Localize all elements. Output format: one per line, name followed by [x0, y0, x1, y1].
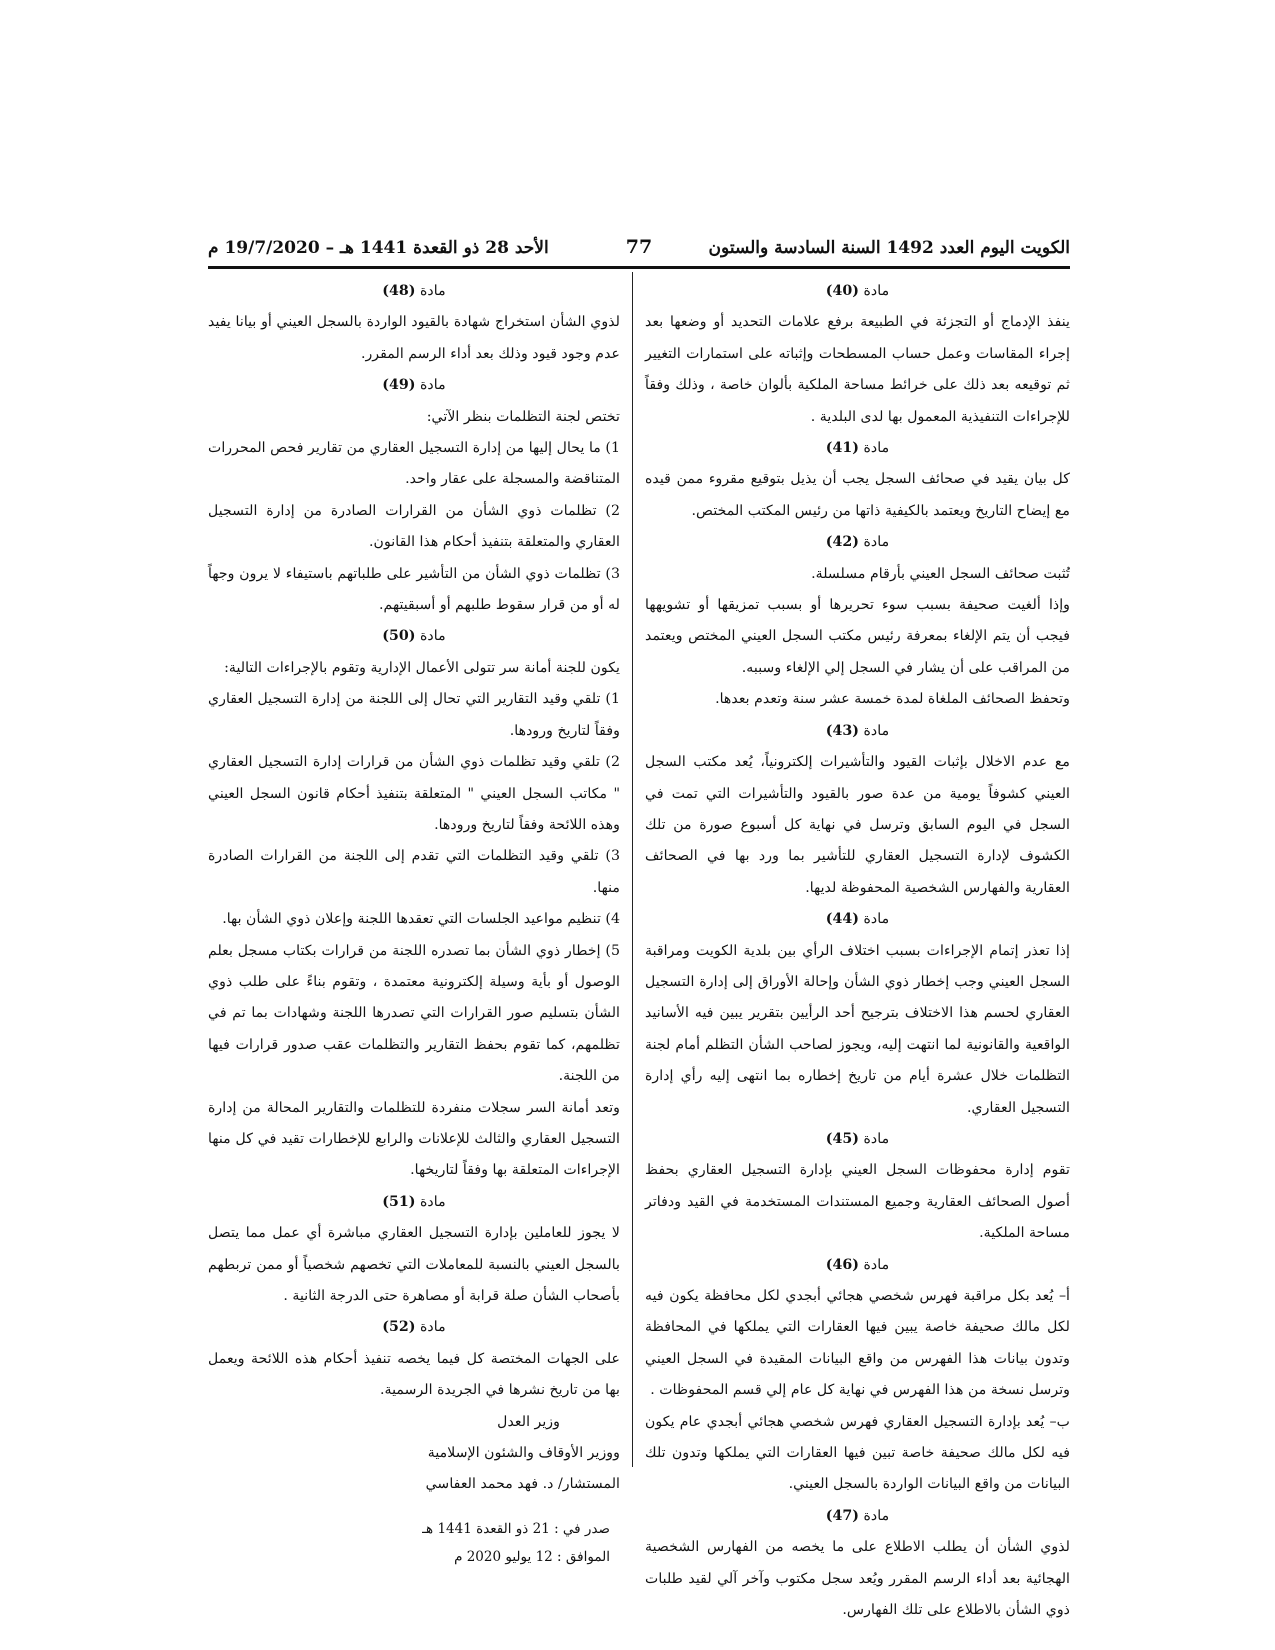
article-word: مادة [863, 1507, 890, 1524]
article-paragraph: 3) تظلمات ذوي الشأن من التأشير على طلباتهم باستيفاء لا يرون وجهاً له أو من قرار سقوط طلبهم أو أسبقيتهم. [208, 565, 620, 614]
article-heading [208, 370, 620, 401]
article-word: مادة [863, 534, 890, 551]
article-word: مادة [863, 283, 890, 299]
issue-info [208, 1515, 620, 1571]
page-header [208, 238, 1070, 266]
article-paragraph: لذوي الشأن استخراج شهادة بالقيود الواردة بالسجل العيني أو بيانا يفيد عدم وجود قيود وذلك بعد أداء الرسم المقرر. [208, 314, 620, 362]
article-number: (44) [825, 911, 859, 928]
article-word: مادة [863, 1256, 890, 1273]
article-paragraph: تُثبت صحائف السجل العيني بأرقام مسلسلة. [811, 565, 1070, 582]
article-number: (46) [825, 1256, 859, 1273]
article-heading [208, 1312, 620, 1343]
article-paragraph: وإذا ألغيت صحيفة بسبب سوء تحريرها أو بسبب تمزيقها أو تشويهها فيجب أن يتم الإلغاء بمعرفة رئيس مكتب السجل العيني المختص ويعتمد من المراقب على أن يشار في السجل إلي الإلغاء وسببه. [645, 597, 1070, 676]
article-paragraph: 1) تلقي وقيد التقارير التي تحال إلى اللجنة من إدارة التسجيل العقاري وفقاً لتاريخ ورودها. [208, 691, 620, 739]
article-number: (48) [382, 283, 416, 299]
article-heading [645, 276, 1070, 307]
issued-gregorian: الموافق : 12 يوليو 2020 م [454, 1548, 610, 1565]
article-paragraph: لذوي الشأن أن يطلب الاطلاع على ما يخصه من الفهارس الشخصية الهجائية بعد أداء الرسم المقرر ويُعد سجل مكتوب وآخر آلي لقيد طلبات ذوي الشأن بالاطلاع على تلك الفهارس. [645, 1539, 1070, 1619]
article-paragraph: يكون للجنة أمانة سر تتولى الأعمال الإدارية وتقوم بالإجراءات التالية: [224, 659, 620, 676]
article-word: مادة [420, 1193, 446, 1210]
article-paragraph: وتعد أمانة السر سجلات منفردة للتظلمات والتقارير المحالة من إدارة التسجيل العقاري والثالث للإعلانات والرابع للإخطارات تقيد في كل منها الإجراءات المتعلقة بها وفقاً لتاريخها. [208, 1099, 620, 1179]
article-number: (52) [382, 1319, 416, 1336]
article-paragraph: أ– يُعد بكل مراقبة فهرس شخصي هجائي أبجدي لكل محافظة يكون فيه لكل مالك صحيفة خاصة يبين فيها العقارات التي يملكها في المحافظة وتدون بيانات هذا الفهرس من واقع البيانات المقيدة في السجل العيني وترسل نسخة من هذا الفهرس في نهاية كل عام إلي قسم المحفوظات . [645, 1288, 1070, 1399]
header-rule [208, 266, 1070, 269]
article-paragraph: 2) تلقي وقيد تظلمات ذوي الشأن من قرارات إدارة التسجيل العقاري " مكاتب السجل العيني " المتعلقة بتنفيذ أحكام قانون السجل العيني وهذه اللائحة وفقاً لتاريخ ورودها. [208, 754, 620, 833]
article-paragraph: 5) إخطار ذوي الشأن بما تصدره اللجنة من قرارات بكتاب مسجل بعلم الوصول أو بأية وسيلة إلكترونية معتمدة ، وتقوم بناءً على طلب ذوي الشأن بتسليم صور القرارات التي تصدرها اللجنة وشهادات بما تم في تظلمهم، كما تقوم بحفظ التقارير والتظلمات عقب صدور قرارات فيها من اللجنة. [208, 942, 620, 1085]
article-heading [645, 716, 1070, 747]
article-word: مادة [863, 1130, 890, 1147]
article-word: مادة [863, 440, 890, 457]
article-number: (41) [825, 440, 859, 457]
issue-date: الأحد 28 ذو القعدة 1441 هـ – 19/7/2020 م [208, 238, 549, 258]
article-heading [645, 527, 1070, 558]
article-word: مادة [420, 628, 446, 645]
article-word: مادة [863, 722, 890, 739]
article-heading [208, 276, 620, 307]
page-number: 77 [625, 236, 653, 258]
article-paragraph: 3) تلقي وقيد التظلمات التي تقدم إلى اللجنة من القرارات الصادرة منها. [208, 848, 620, 896]
article-paragraph: تقوم إدارة محفوظات السجل العيني بإدارة التسجيل العقاري بحفظ أصول الصحائف العقارية وجميع المستندات المستخدمة في القيد ودفاتر مساحة الملكية. [645, 1162, 1070, 1242]
article-paragraph: كل بيان يقيد في صحائف السجل يجب أن يذيل بتوقيع مقروء ممن قيده مع إيضاح التاريخ ويعتمد بالكيفية ذاتها من رئيس المكتب المختص. [645, 471, 1070, 519]
article-heading [645, 433, 1070, 464]
signature-title-2: ووزير الأوقاف والشئون الإسلامية [427, 1445, 620, 1462]
article-number: (50) [382, 628, 416, 645]
article-number: (45) [825, 1130, 859, 1147]
article-heading [208, 621, 620, 652]
article-number: (40) [825, 283, 859, 299]
article-heading [645, 1124, 1070, 1155]
article-paragraph: 1) ما يحال إليها من إدارة التسجيل العقاري من تقارير فحص المحررات المتناقضة والمسجلة على عقار واحد. [208, 440, 620, 488]
article-paragraph: على الجهات المختصة كل فيما يخصه تنفيذ أحكام هذه اللائحة ويعمل بها من تاريخ نشرها في الجريدة الرسمية. [208, 1350, 620, 1399]
article-paragraph: 2) تظلمات ذوي الشأن من القرارات الصادرة من إدارة التسجيل العقاري والمتعلقة بتنفيذ أحكام هذا القانون. [208, 502, 620, 551]
gazette-issue: الكويت اليوم العدد 1492 السنة السادسة والستون [708, 238, 1070, 258]
article-number: (51) [382, 1193, 416, 1210]
article-paragraph: ب– يُعد بإدارة التسجيل العقاري فهرس شخصي هجائي أبجدي عام يكون فيه لكل مالك صحيفة خاصة تبين فيها العقارات التي يملكها وتدون تلك البيانات من واقع البيانات الواردة بالسجل العيني. [645, 1413, 1070, 1493]
signature-name: المستشار/ د. فهد محمد العفاسي [425, 1476, 620, 1493]
article-heading [645, 1501, 1070, 1532]
article-number: (49) [382, 377, 416, 394]
article-paragraph: لا يجوز للعاملين بإدارة التسجيل العقاري مباشرة أي عمل مما يتصل بالسجل العيني بالنسبة للمعاملات التي تخصهم شخصياً أو ممن تربطهم بأصحاب الشأن صلة قرابة أو مصاهرة حتى الدرجة الثانية . [208, 1225, 620, 1304]
article-paragraph: ينفذ الإدماج أو التجزئة في الطبيعة برفع علامات التحديد أو وضعها بعد إجراء المقاسات وعمل حساب المسطحات وإثباته على استمارات التغيير ثم توقيعه بعد ذلك على خرائط مساحة الملكية بألوان خاصة ، وذلك وفقاً للإجراءات التنفيذية المعمول بها لدى البلدية . [645, 314, 1070, 425]
article-number: (42) [825, 534, 859, 551]
article-paragraph: مع عدم الاخلال بإثبات القيود والتأشيرات إلكترونياً، يُعد مكتب السجل العيني كشوفاً يومية من عدة صور بالقيود والتأشيرات التي تمت في السجل في اليوم السابق وترسل في نهاية كل أسبوع صورة من تلك الكشوف لإدارة التسجيل العقاري للتأشير بما ورد بها في الصحائف العقارية والفهارس الشخصية المحفوظة لديها. [645, 754, 1070, 896]
article-word: مادة [863, 911, 890, 928]
article-heading [645, 904, 1070, 935]
article-paragraph: إذا تعذر إتمام الإجراءات بسبب اختلاف الرأي بين بلدية الكويت ومراقبة السجل العيني وجب إخطار ذوي الشأن وإحالة الأوراق إلى إدارة التسجيل العقاري لحسم هذا الاختلاف بترجيح أحد الرأيين بتقرير يبين فيه الأسانيد الواقعية والقانونية لما انتهت إليه، ويجوز لصاحب الشأن التظلم أمام لجنة التظلمات خلال عشرة أيام من تاريخ إخطاره بما انتهى إليه رأي إدارة التسجيل العقاري. [645, 942, 1070, 1116]
article-word: مادة [420, 283, 446, 299]
signature-title: وزير العدل [497, 1413, 560, 1430]
article-heading [645, 1250, 1070, 1281]
column-divider [632, 272, 633, 1467]
left-column [208, 276, 620, 1571]
article-paragraph: تختص لجنة التظلمات بنظر الآتي: [426, 408, 620, 425]
article-word: مادة [420, 377, 446, 394]
article-number: (47) [825, 1507, 859, 1524]
article-heading [208, 1187, 620, 1218]
article-word: مادة [420, 1319, 446, 1336]
article-paragraph: وتحفظ الصحائف الملغاة لمدة خمسة عشر سنة وتعدم بعدها. [715, 691, 1070, 708]
right-column [645, 276, 1070, 1626]
article-paragraph: 4) تنظيم مواعيد الجلسات التي تعقدها اللجنة وإعلان ذوي الشأن بها. [222, 911, 620, 928]
article-number: (43) [825, 722, 859, 739]
issued-hijri: صدر في : 21 ذو القعدة 1441 هـ [422, 1520, 610, 1537]
